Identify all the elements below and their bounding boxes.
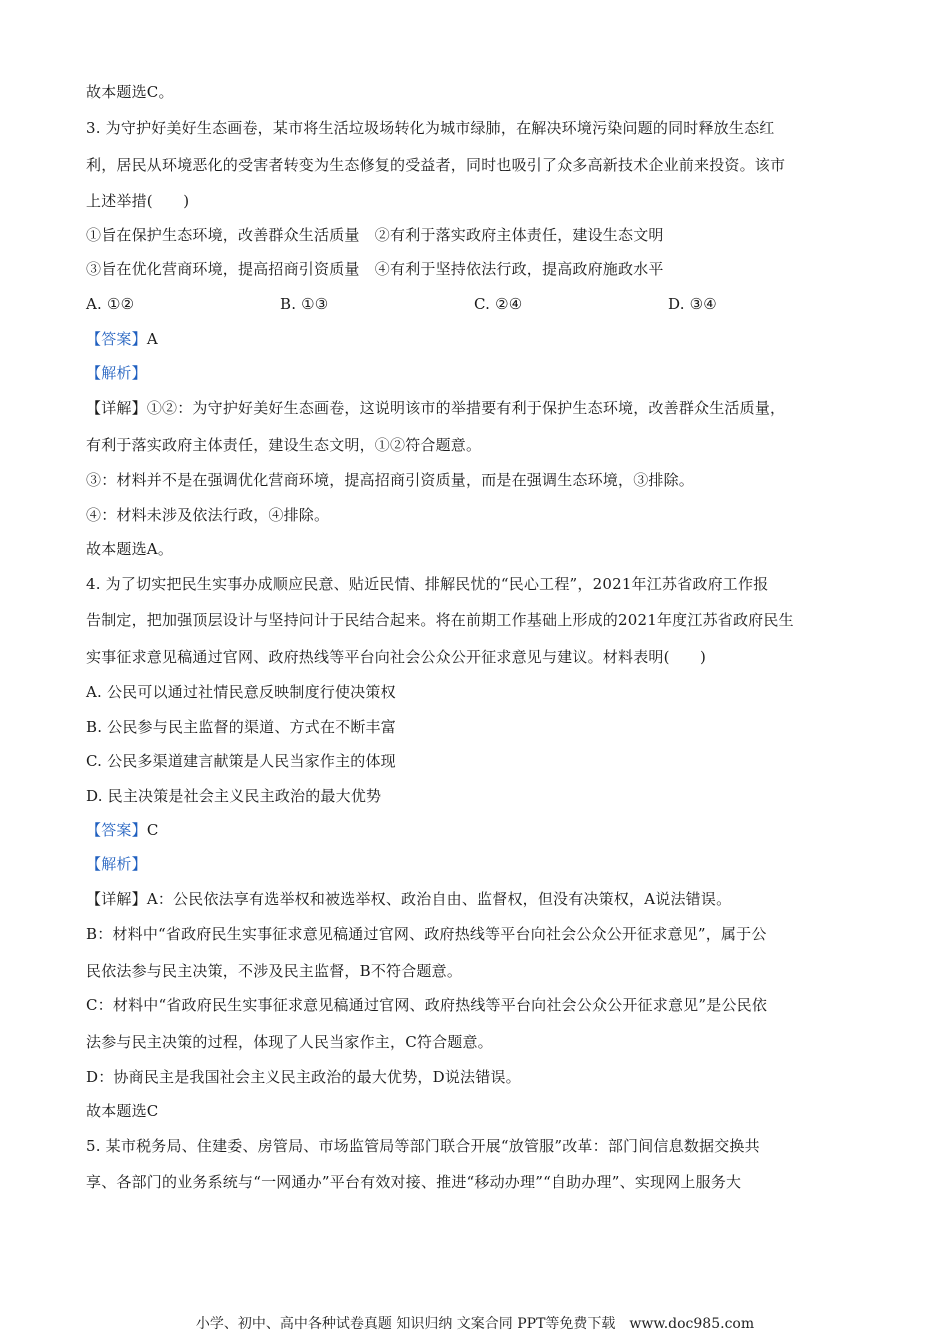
detail-line-q4-1 <box>86 889 731 909</box>
answer-conclusion-q4: 故本题选C <box>86 1102 159 1120</box>
answer-value: C <box>146 821 159 839</box>
question-3-options <box>86 294 862 314</box>
answer-line-q3 <box>86 329 158 349</box>
answer-tag: 【答案】 <box>86 330 147 348</box>
detail-line-q4-4: C：材料中“省政府民生实事征求意见稿通过官网、政府热线等平台向社会公众公开征求意见”是公民依 <box>86 996 768 1014</box>
page-footer <box>0 1314 950 1334</box>
detail-line-q3-1 <box>86 398 785 418</box>
question-4-option-a: A. 公民可以通过社情民意反映制度行使决策权 <box>86 683 396 701</box>
answer-value: A <box>146 330 158 348</box>
question-4-stem-line-3: 实事征求意见稿通过官网、政府热线等平台向社会公众公开征求意见与建议。材料表明( ) <box>86 648 707 666</box>
detail-line-q4-5: 法参与民主决策的过程，体现了人民当家作主，C符合题意。 <box>86 1033 493 1051</box>
detail-tag: 【详解】 <box>86 399 147 417</box>
footer-url[interactable]: www.doc985.com <box>629 1316 755 1332</box>
answer-tag: 【答案】 <box>86 821 147 839</box>
question-4-option-b: B. 公民参与民主监督的渠道、方式在不断丰富 <box>86 718 396 736</box>
option-c: C. ②④ <box>474 295 523 313</box>
detail-line-q3-2: 有利于落实政府主体责任，建设生态文明，①②符合题意。 <box>86 436 482 454</box>
option-b: B. ①③ <box>280 295 329 313</box>
answer-conclusion-q2: 故本题选C。 <box>86 83 174 101</box>
analysis-tag-q3: 【解析】 <box>86 364 147 382</box>
option-d: D. ③④ <box>668 295 717 313</box>
analysis-tag-q4: 【解析】 <box>86 855 147 873</box>
detail-line-q4-3: 民依法参与民主决策，不涉及民主监督，B不符合题意。 <box>86 962 463 980</box>
detail-line-q4-2: B：材料中“省政府民生实事征求意见稿通过官网、政府热线等平台向社会公众公开征求意见”，属于公 <box>86 925 767 943</box>
footer-text: 小学、初中、高中各种试卷真题 知识归纳 文案合同 PPT等免费下载 <box>195 1316 616 1332</box>
question-4-stem-line-1: 4. 为了切实把民生实事办成顺应民意、贴近民情、排解民忧的“民心工程”，2021年江苏省政府工作报 <box>86 575 769 593</box>
detail-text: ①②：为守护好美好生态画卷，这说明该市的举措要有利于保护生态环境，改善群众生活质量， <box>146 399 786 417</box>
answer-conclusion-q3: 故本题选A。 <box>86 540 174 558</box>
detail-line-q4-6: D：协商民主是我国社会主义民主政治的最大优势，D说法错误。 <box>86 1068 521 1086</box>
question-3-stem-line-3: 上述举措( ) <box>86 192 190 210</box>
question-4-option-c: C. 公民多渠道建言献策是人民当家作主的体现 <box>86 752 396 770</box>
question-5-stem-line-2: 享、各部门的业务系统与“一网通办”平台有效对接、推进“移动办理”“自助办理”、实现网上服务大 <box>86 1173 742 1191</box>
question-3-stem-line-2: 利，居民从环境恶化的受害者转变为生态修复的受益者，同时也吸引了众多高新技术企业前来投资。该市 <box>86 156 786 174</box>
detail-tag: 【详解】 <box>86 890 147 908</box>
question-5-stem-line-1: 5. 某市税务局、住建委、房管局、市场监管局等部门联合开展“放管服”改革：部门间信息数据交换共 <box>86 1137 760 1155</box>
detail-line-q3-4: ④：材料未涉及依法行政，④排除。 <box>86 506 330 524</box>
detail-line-q3-3: ③：材料并不是在强调优化营商环境，提高招商引资质量，而是在强调生态环境，③排除。 <box>86 471 695 489</box>
question-3-statements-1: ①旨在保护生态环境，改善群众生活质量 ②有利于落实政府主体责任，建设生态文明 <box>86 226 664 244</box>
answer-line-q4 <box>86 820 159 840</box>
option-a: A. ①② <box>86 295 135 313</box>
question-3-stem-line-1: 3. 为守护好美好生态画卷，某市将生活垃圾场转化为城市绿肺，在解决环境污染问题的同时释放生态红 <box>86 119 775 137</box>
question-4-stem-line-2: 告制定，把加强顶层设计与坚持问计于民结合起来。将在前期工作基础上形成的2021年度江苏省政府民生 <box>86 611 794 629</box>
question-4-option-d: D. 民主决策是社会主义民主政治的最大优势 <box>86 787 382 805</box>
detail-text: A：公民依法享有选举权和被选举权、政治自由、监督权，但没有决策权，A说法错误。 <box>146 890 732 908</box>
question-3-statements-2: ③旨在优化营商环境，提高招商引资质量 ④有利于坚持依法行政，提高政府施政水平 <box>86 260 664 278</box>
